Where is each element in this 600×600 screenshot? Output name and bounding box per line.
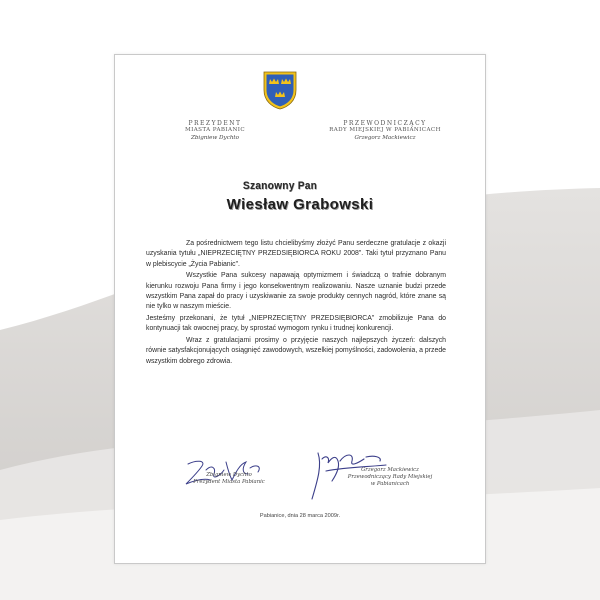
header-chairman-title: PRZEWODNICZĄCY — [343, 120, 427, 127]
paragraph: Wszystkie Pana sukcesy napawają optymizmem i świadczą o trafnie dobranym kierunku rozwoju Pana firmy i jego konsekwentnym realizowaniu. Nasze uznanie budzi przede wszystkim Pana zapał do pracy i uzyskiwanie za swoje produkty cennych nagród, które znane są nie tylko w naszym mieście. — [146, 272, 446, 311]
salutation: Szanowny Pan — [242, 180, 318, 192]
signature-left-caption — [184, 472, 274, 486]
coat-of-arms-icon — [262, 70, 298, 110]
header-president — [150, 120, 280, 142]
header-chairman — [300, 120, 470, 142]
signature-right-place: w Pabianicach — [370, 481, 410, 487]
header-president-title: PREZYDENT — [188, 120, 242, 127]
header-president-city: MIASTA PABIANIC — [184, 127, 246, 133]
header-president-name: Zbigniew Dychto — [190, 135, 240, 141]
place-and-date: Pabianice, dnia 28 marca 2009r. — [259, 513, 341, 519]
signature-right-name: Grzegorz Mackiewicz — [361, 467, 419, 473]
signature-left-role: Prezydent Miasta Pabianic — [193, 479, 265, 485]
letter-body — [146, 239, 446, 369]
header-chairman-council: RADY MIEJSKIEJ W PABIANICACH — [329, 127, 441, 133]
signature-right-caption — [340, 467, 440, 488]
recipient-name: Wiesław Grabowski — [226, 196, 374, 213]
header-chairman-name: Grzegorz Mackiewicz — [354, 135, 416, 141]
signature-left-name: Zbigniew Dychto — [206, 472, 252, 478]
paragraph: Za pośrednictwem tego listu chcielibyśmy złożyć Panu serdeczne gratulacje z okazji uzyskania tytułu „NIEPRZECIĘTNY PRZEDSIĘBIORCA ROKU 2008". Taki tytuł przyznano Panu w plebiscycie „Życia Pabianic". — [146, 240, 446, 268]
paragraph: Wraz z gratulacjami prosimy o przyjęcie naszych najlepszych życzeń: dalszych równie satysfakcjonujących osiągnięć zawodowych, wszelkiej pomyślności, zadowolenia, a przede wszystkim dobrego zdrowia. — [146, 337, 446, 365]
signature-right-role: Przewodniczący Rady Miejskiej — [347, 474, 433, 480]
paragraph: Jesteśmy przekonani, że tytuł „NIEPRZECIĘTNY PRZEDSIĘBIORCA" zmobilizuje Pana do kontynuacji tak owocnej pracy, by sprostać wymogom rynku i trudnej konkurencji. — [146, 315, 446, 333]
